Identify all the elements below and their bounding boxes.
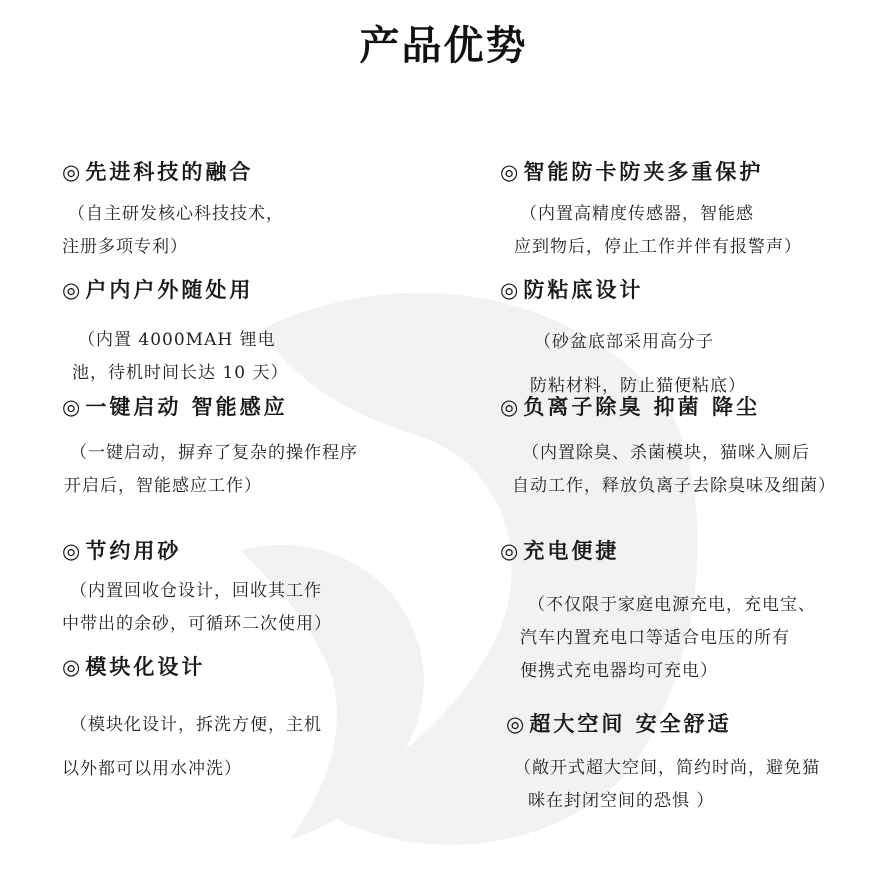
bullet-icon: ◎ xyxy=(62,539,84,563)
feature-modular-design xyxy=(62,653,322,791)
feature-heading: ◎一键启动 智能感应 xyxy=(62,394,288,419)
feature-indoor-outdoor xyxy=(62,276,288,390)
bullet-icon: ◎ xyxy=(62,160,84,184)
feature-description: （内置 4000MAH 锂电 池，待机时间长达 10 天） xyxy=(72,330,289,383)
feature-one-touch-start xyxy=(62,393,358,503)
feature-heading: ◎超大空间 安全舒适 xyxy=(506,711,732,736)
page-title: 产品优势 xyxy=(359,22,528,69)
feature-description: （内置回收仓设计，回收其工作 中带出的余砂，可循环二次使用） xyxy=(62,581,332,634)
feature-heading: ◎负离子除臭 抑菌 降尘 xyxy=(500,394,760,419)
bullet-icon: ◎ xyxy=(500,160,522,184)
feature-description: （模块化设计，拆洗方便，主机 以外都可以用水冲洗） xyxy=(62,715,322,779)
feature-anti-pinch-protection xyxy=(500,158,802,264)
feature-description: （一键启动，摒弃了复杂的操作程序 开启后，智能感应工作） xyxy=(64,443,358,496)
feature-heading: ◎模块化设计 xyxy=(62,654,206,679)
feature-description: （内置高精度传感器，智能感 应到物后，停止工作并伴有报警声） xyxy=(514,204,802,257)
feature-heading: ◎户内户外随处用 xyxy=(62,277,254,302)
feature-heading: ◎先进科技的融合 xyxy=(62,159,254,184)
feature-description: （砂盆底部采用高分子 防粘材料，防止猫便粘底） xyxy=(530,332,746,396)
feature-heading: ◎智能防卡防夹多重保护 xyxy=(500,159,764,184)
bullet-icon: ◎ xyxy=(500,539,522,563)
feature-easy-charging xyxy=(500,537,816,688)
bullet-icon: ◎ xyxy=(500,395,522,419)
bullet-icon: ◎ xyxy=(506,712,528,736)
bullet-icon: ◎ xyxy=(62,395,84,419)
bullet-icon: ◎ xyxy=(62,655,84,679)
bullet-icon: ◎ xyxy=(62,278,84,302)
feature-heading: ◎充电便捷 xyxy=(500,538,620,563)
feature-heading: ◎防粘底设计 xyxy=(500,277,644,302)
feature-anti-stick-bottom xyxy=(500,276,746,408)
feature-description: （自主研发核心科技技术， 注册多项专利） xyxy=(62,204,284,257)
feature-description: （内置除臭、杀菌模块，猫咪入厕后 自动工作，释放负离子去除臭味及细菌） xyxy=(512,443,836,496)
feature-description: （敞开式超大空间，简约时尚，避免猫 咪在封闭空间的恐惧 ） xyxy=(514,758,820,811)
bullet-icon: ◎ xyxy=(500,278,522,302)
feature-description: （不仅限于家庭电源充电，充电宝、 汽车内置充电口等适合电压的所有 便携式充电器均可充电） xyxy=(520,595,816,681)
feature-save-sand xyxy=(62,537,332,641)
feature-deodorize-antibacterial xyxy=(500,393,836,503)
feature-heading: ◎节约用砂 xyxy=(62,538,182,563)
feature-large-space xyxy=(506,710,820,818)
feature-tech-fusion xyxy=(62,158,284,264)
